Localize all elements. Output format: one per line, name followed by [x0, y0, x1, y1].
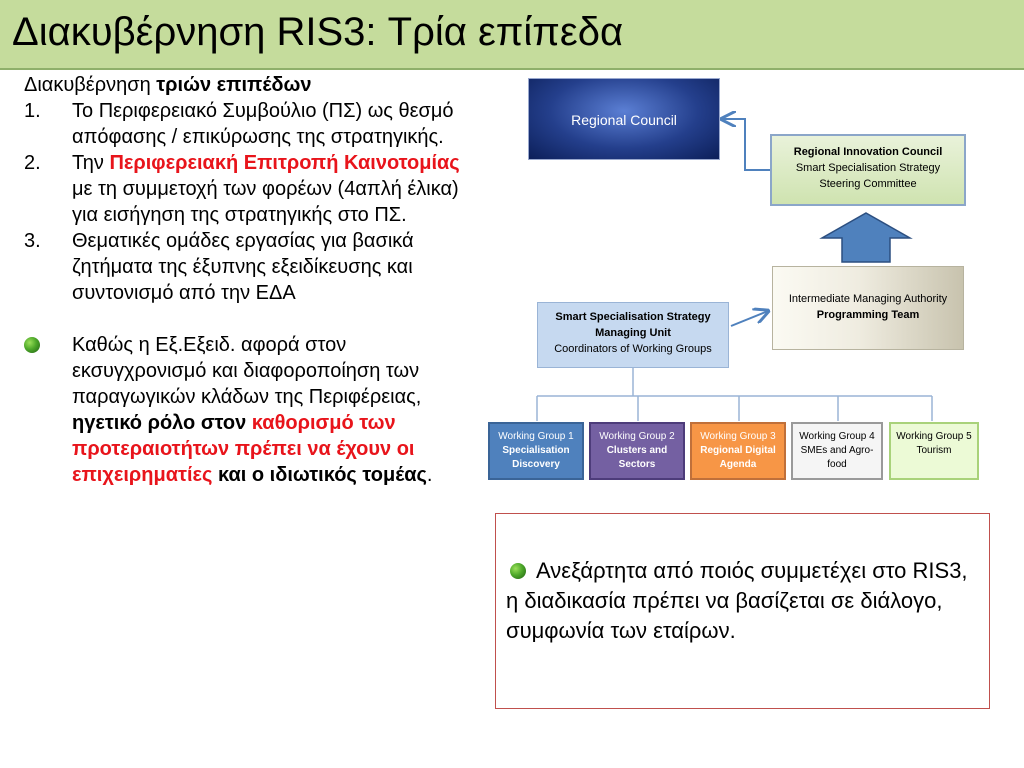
wg-title: Working Group 2 — [599, 431, 675, 442]
ric-to-council-connector — [722, 119, 770, 170]
ssmu-to-ima-connector — [731, 311, 768, 326]
regional-innovation-council-box — [770, 134, 966, 206]
wg-label-1: Clusters and — [606, 445, 668, 456]
ric-subtitle-2: Steering Committee — [819, 178, 917, 190]
page-title: Διακυβέρνηση RIS3: Τρία επίπεδα — [12, 10, 624, 54]
ima-subtitle: Programming Team — [816, 309, 920, 321]
ric-title: Regional Innovation Council — [793, 146, 943, 158]
wg-title: Working Group 5 — [896, 431, 972, 442]
item-text-post: με τη συμμετοχή των φορέων (4απλή έλικα) για εισήγηση της στρατηγικής στο ΠΣ. — [72, 178, 459, 226]
bullet-bold: ηγετικό ρόλο στον — [72, 412, 247, 434]
item-number: 2. — [24, 152, 41, 174]
working-group-5-box — [889, 422, 979, 480]
working-group-tree — [537, 368, 932, 421]
note-box — [495, 513, 990, 709]
wg-label-1: Specialisation — [502, 445, 570, 456]
managing-unit-box — [537, 302, 729, 368]
working-group-3-box — [690, 422, 786, 480]
item-text: Το Περιφερειακό Συμβούλιο (ΠΣ) ως θεσμό απόφασης / επικύρωσης της στρατηγικής. — [72, 100, 454, 148]
wg-label-1: Tourism — [916, 445, 952, 456]
intro-bold: τριών επιπέδων — [156, 74, 312, 96]
bullet-end: . — [426, 464, 433, 486]
up-arrow-icon — [822, 213, 910, 262]
intro-plain: Διακυβέρνηση — [24, 74, 157, 96]
working-group-4-box — [791, 422, 883, 480]
ssmu-title-2: Managing Unit — [595, 327, 671, 339]
regional-council-box — [528, 78, 720, 160]
regional-council-label: Regional Council — [571, 112, 677, 128]
wg-title: Working Group 3 — [700, 431, 776, 442]
wg-label-2: food — [827, 459, 847, 470]
note-text-wrapper — [506, 556, 976, 646]
note-text: Ανεξάρτητα από ποιός συμμετέχει στο RIS3, η διαδικασία πρέπει να βασίζεται σε διάλογο, συμφωνία των εταίρων. — [506, 558, 968, 643]
item-number: 1. — [24, 100, 41, 122]
item-text-pre: Την — [72, 152, 110, 174]
wg-title: Working Group 1 — [498, 431, 574, 442]
wg-label-2: Agenda — [719, 459, 757, 470]
item-text: Θεματικές ομάδες εργασίας για βασικά ζητήματα της έξυπνης εξειδίκευσης και συντονισμό από την ΕΔΑ — [72, 230, 414, 304]
working-group-2-box — [589, 422, 685, 480]
ric-subtitle-1: Smart Specialisation Strategy — [795, 162, 941, 174]
ssmu-subtitle: Coordinators of Working Groups — [554, 343, 712, 355]
bullet-bold-2: και ο ιδιωτικός τομέας — [212, 464, 427, 486]
ima-title: Intermediate Managing Authority — [788, 293, 948, 305]
wg-label-1: SMEs and Agro- — [800, 445, 874, 456]
working-group-1-box — [488, 422, 584, 480]
wg-label-2: Discovery — [512, 459, 560, 470]
wg-label-2: Sectors — [618, 459, 656, 470]
bullet-plain: Καθώς η Εξ.Εξειδ. αφορά στον εκσυγχρονισμό και διαφοροποίηση των παραγωγικών κλάδων της Περιφέρειας, — [72, 334, 422, 408]
item-number: 3. — [24, 230, 41, 252]
bullet-highlight: καθορισμό των προτεραιοτήτων πρέπει να έχουν οι επιχειρηματίες — [72, 412, 415, 486]
wg-title: Working Group 4 — [799, 431, 875, 442]
ssmu-title-1: Smart Specialisation Strategy — [555, 311, 711, 323]
item-text-highlight: Περιφερειακή Επιτροπή Καινοτομίας — [109, 152, 460, 174]
intermediate-managing-authority-box — [772, 266, 964, 350]
wg-label-1: Regional Digital — [700, 445, 776, 456]
